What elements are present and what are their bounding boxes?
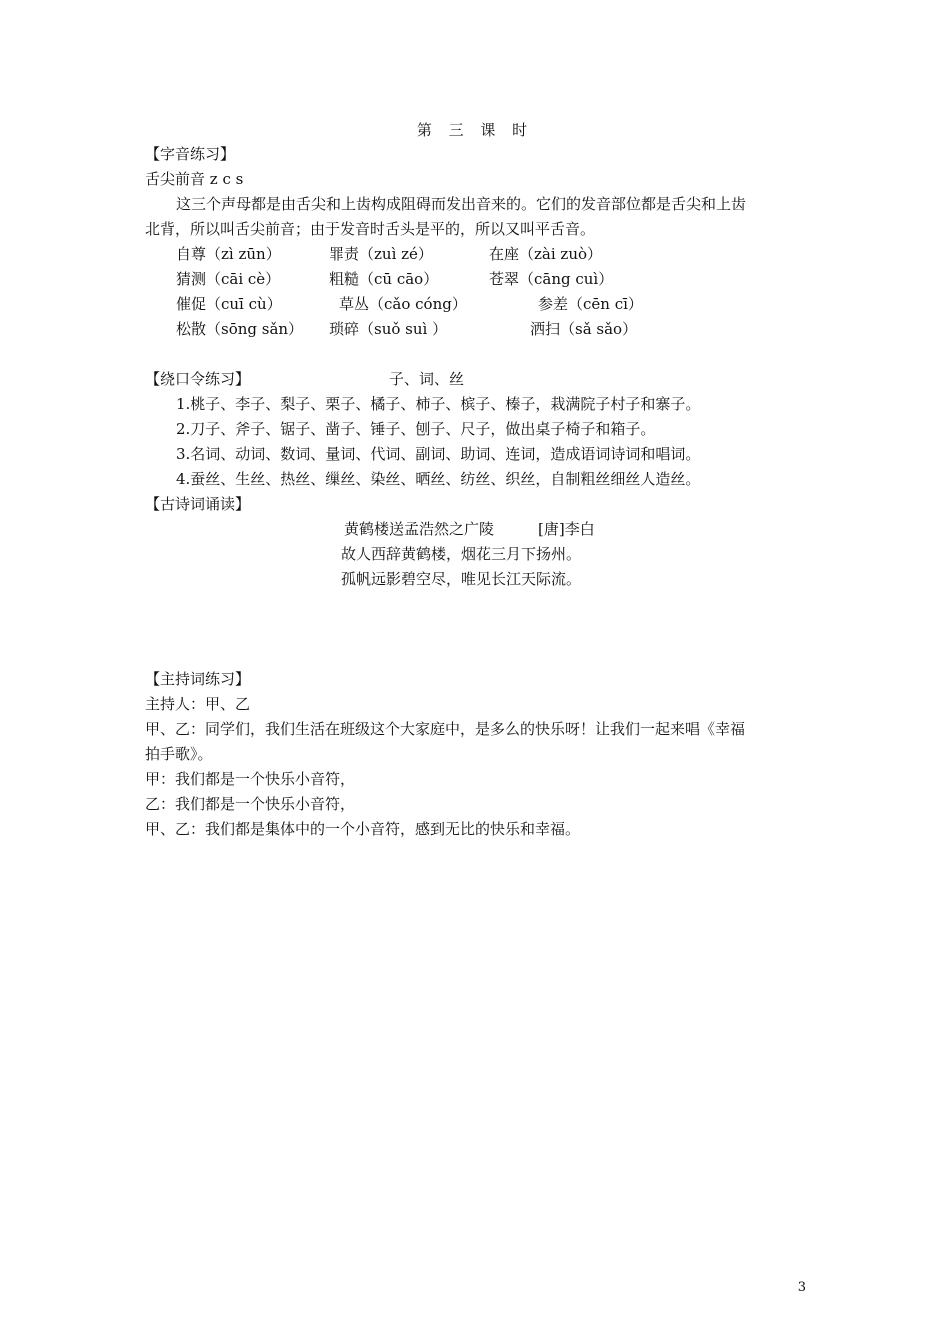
host-script-line: 甲、乙：我们都是集体中的一个小音符，感到无比的快乐和幸福。 xyxy=(145,820,581,838)
section-heading-pronunciation: 【字音练习】 xyxy=(145,145,236,163)
word-entry: 在座（zài zuò） xyxy=(489,245,603,263)
word-entry: 参差（cēn cī） xyxy=(538,295,643,313)
poem-author: [唐]李白 xyxy=(538,520,595,538)
host-script-line: 拍手歌》。 xyxy=(145,745,213,763)
section-heading-host-script: 【主持词练习】 xyxy=(145,670,251,688)
tongue-twister-line: 1.桃子、李子、梨子、栗子、橘子、柿子、槟子、榛子，栽满院子村子和寨子。 xyxy=(176,395,701,413)
word-entry: 洒扫（sǎ sǎo） xyxy=(530,320,638,338)
host-script-line: 乙：我们都是一个快乐小音符， xyxy=(145,795,356,813)
word-entry: 琐碎（suǒ suì ） xyxy=(329,320,448,338)
poem-title: 黄鹤楼送孟浩然之广陵 xyxy=(344,520,495,538)
word-entry: 苍翠（cāng cuì） xyxy=(489,270,614,288)
section-heading-poetry: 【古诗词诵读】 xyxy=(145,495,251,513)
section-heading-tongue-twister: 【绕口令练习】 xyxy=(145,370,251,388)
paragraph-line: 这三个声母都是由舌尖和上齿构成阻碍而发出音来的。它们的发音部位都是舌尖和上齿 xyxy=(176,195,747,213)
word-entry: 自尊（zì zūn） xyxy=(176,245,281,263)
host-script-line: 主持人：甲、乙 xyxy=(145,695,251,713)
word-entry: 猜测（cāi cè） xyxy=(176,270,281,288)
page-title: 第 三 课 时 xyxy=(416,121,534,139)
poem-line: 孤帆远影碧空尽，唯见长江天际流。 xyxy=(341,570,582,588)
section-subheading-pronunciation: 舌尖前音 z c s xyxy=(145,170,244,188)
tongue-twister-line: 2.刀子、斧子、锯子、凿子、锤子、刨子、尺子，做出桌子椅子和箱子。 xyxy=(176,420,656,438)
tongue-twister-theme: 子、词、丝 xyxy=(389,370,465,388)
word-entry: 催促（cuī cù） xyxy=(176,295,282,313)
tongue-twister-line: 4.蚕丝、生丝、热丝、缫丝、染丝、晒丝、纺丝、织丝，自制粗丝细丝人造丝。 xyxy=(176,470,701,488)
poem-line: 故人西辞黄鹤楼，烟花三月下扬州。 xyxy=(341,545,582,563)
host-script-line: 甲：我们都是一个快乐小音符， xyxy=(145,770,356,788)
word-entry: 草丛（cǎo cóng） xyxy=(339,295,467,313)
paragraph-line: 北背，所以叫舌尖前音；由于发音时舌头是平的，所以又叫平舌音。 xyxy=(145,220,596,238)
word-entry: 粗糙（cū cāo） xyxy=(329,270,439,288)
word-entry: 松散（sōng sǎn） xyxy=(176,320,304,338)
word-entry: 罪责（zuì zé） xyxy=(329,245,433,263)
page-number: 3 xyxy=(797,1280,806,1295)
tongue-twister-line: 3.名词、动词、数词、量词、代词、副词、助词、连词，造成语词诗词和唱词。 xyxy=(176,445,701,463)
host-script-line: 甲、乙：同学们，我们生活在班级这个大家庭中，是多么的快乐呀！让我们一起来唱《幸福 xyxy=(145,720,746,738)
